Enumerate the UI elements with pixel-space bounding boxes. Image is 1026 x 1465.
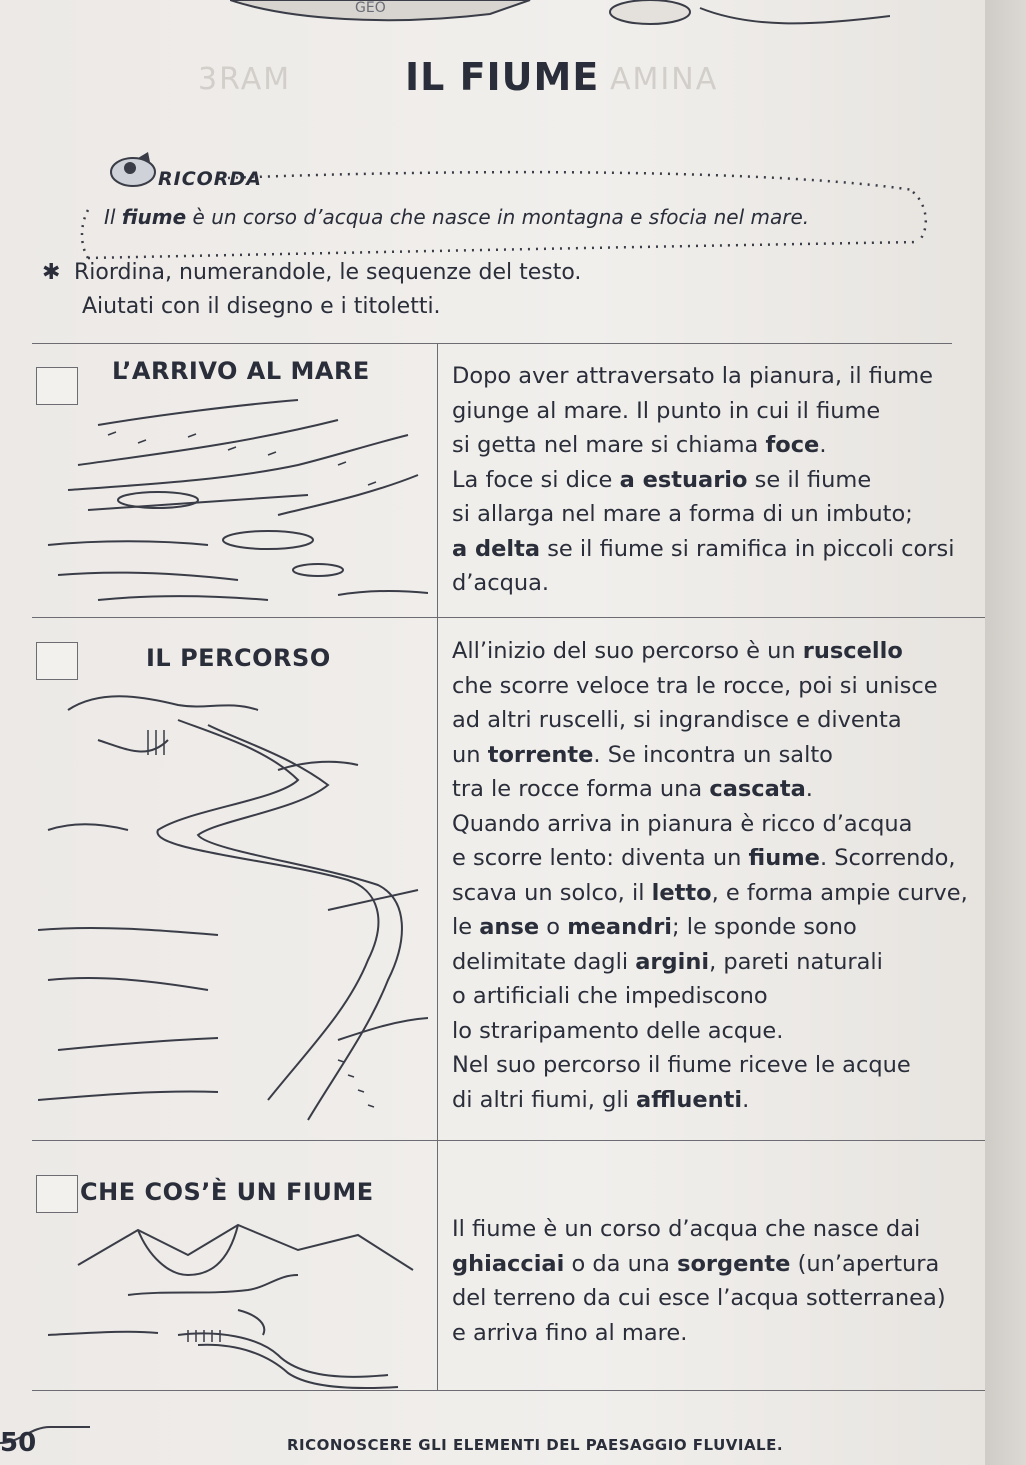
- text-line: [452, 841, 968, 876]
- text-segment: che scorre veloce tra le rocce, poi si unisce: [452, 672, 938, 699]
- header-decoration: [230, 0, 890, 36]
- keyword: ruscello: [802, 638, 903, 664]
- text-segment: (un’apertura: [790, 1250, 940, 1277]
- text-line: [452, 1316, 946, 1351]
- text-segment: , e forma ampie curve,: [711, 879, 968, 906]
- keyword: sorgente: [677, 1250, 791, 1277]
- section-2-text: [452, 634, 968, 1117]
- text-segment: giunge al mare. Il punto in cui il fiume: [452, 397, 881, 424]
- bleed-through-text-left: 3RAM: [198, 62, 292, 97]
- text-segment: Il fiume è un corso d’acqua che nasce dai: [452, 1216, 921, 1242]
- keyword: anse: [479, 914, 540, 940]
- keyword: a delta: [452, 535, 541, 562]
- text-line: [452, 979, 968, 1014]
- text-segment: se il fiume: [747, 466, 872, 493]
- text-segment: o da una: [564, 1250, 678, 1277]
- header-fragment: GEO: [355, 0, 386, 16]
- keyword: affluenti: [636, 1086, 743, 1113]
- instruction-line-2: Aiutati con il disegno e i titoletti.: [82, 294, 441, 319]
- text-segment: un: [452, 741, 488, 768]
- text-segment: si allarga nel mare a forma di un imbuto;: [452, 501, 913, 527]
- text-segment: Nel suo percorso il fiume riceve le acque: [452, 1052, 911, 1078]
- text-line: [452, 703, 968, 738]
- text-segment: ; le sponde sono: [672, 914, 857, 940]
- text-line: [452, 669, 968, 704]
- section-3-text: [452, 1212, 946, 1350]
- section-title: L’ARRIVO AL MARE: [112, 357, 370, 385]
- text-segment: si getta nel mare si chiama: [452, 432, 766, 458]
- sequence-number-box[interactable]: [36, 1175, 78, 1213]
- text-line: [452, 772, 968, 807]
- ricorda-label: RICORDA: [158, 168, 262, 190]
- text-segment: di altri fiumi, gli: [452, 1086, 637, 1113]
- keyword: foce: [765, 432, 820, 458]
- text-line: [452, 738, 968, 773]
- ricorda-text-bold: fiume: [121, 205, 187, 229]
- keyword: meandri: [567, 914, 673, 940]
- text-segment: , pareti naturali: [709, 948, 883, 975]
- keyword: ghiacciai: [452, 1250, 565, 1277]
- text-line: [452, 910, 968, 945]
- text-line: [452, 532, 954, 567]
- text-line: [452, 428, 954, 463]
- text-segment: . Scorrendo,: [819, 845, 956, 871]
- text-line: [452, 1048, 968, 1083]
- text-line: [452, 1247, 946, 1282]
- text-line: [452, 945, 968, 980]
- text-line: [452, 807, 968, 842]
- text-segment: d’acqua.: [452, 570, 550, 596]
- page-title: IL FIUME: [405, 55, 600, 99]
- exercise-star-icon: ✱: [42, 260, 61, 285]
- text-segment: .: [819, 432, 827, 458]
- text-segment: Dopo aver attraversato la pianura, il fiume: [452, 363, 933, 389]
- keyword: fiume: [748, 845, 820, 871]
- bleed-through-text-right: AMINA: [610, 62, 719, 97]
- text-segment: tra le rocce forma una: [452, 776, 710, 802]
- text-line: [452, 1083, 968, 1118]
- text-segment: o artificiali che impediscono: [452, 983, 768, 1009]
- instruction-line-1: Riordina, numerandole, le sequenze del testo.: [74, 260, 582, 285]
- section-title: CHE COS’È UN FIUME: [80, 1178, 374, 1206]
- keyword: argini: [635, 948, 710, 975]
- page-number: 50: [0, 1428, 37, 1458]
- keyword: letto: [651, 879, 712, 906]
- text-segment: scava un solco, il: [452, 879, 652, 906]
- section-divider-1: [32, 617, 987, 618]
- column-divider: [437, 343, 438, 1390]
- keyword: cascata: [709, 776, 806, 802]
- text-segment: se il fiume si ramifica in piccoli corsi: [540, 535, 955, 562]
- keyword: torrente: [487, 741, 594, 768]
- text-segment: La foce si dice: [452, 466, 620, 493]
- page-footer: RICONOSCERE GLI ELEMENTI DEL PAESAGGIO FLUVIALE.: [287, 1436, 784, 1454]
- text-line: [452, 566, 954, 601]
- text-line: [452, 497, 954, 532]
- text-segment: e arriva fino al mare.: [452, 1319, 688, 1346]
- river-delta-illustration: [38, 395, 428, 610]
- text-segment: . Se incontra un salto: [593, 741, 833, 768]
- text-segment: All’inizio del suo percorso è un: [452, 638, 803, 664]
- section-title: IL PERCORSO: [146, 644, 331, 672]
- section-divider-bottom: [32, 1390, 1022, 1391]
- text-segment: lo straripamento delle acque.: [452, 1017, 784, 1044]
- text-segment: le: [452, 914, 480, 940]
- text-segment: .: [805, 776, 813, 802]
- text-segment: e scorre lento: diventa un: [452, 845, 749, 871]
- text-line: [452, 1014, 968, 1049]
- instruction: [42, 256, 581, 324]
- ricorda-box: [78, 150, 928, 270]
- section-1-text: [452, 359, 954, 601]
- text-segment: del terreno da cui esce l’acqua sotterranea): [452, 1285, 946, 1311]
- text-line: [452, 1281, 946, 1316]
- text-line: [452, 463, 954, 498]
- binding-edge: [985, 0, 1026, 1465]
- river-source-illustration: [38, 1215, 428, 1390]
- text-line: [452, 394, 954, 429]
- section-divider-top: [32, 343, 952, 344]
- text-segment: o: [539, 914, 568, 940]
- text-line: [452, 876, 968, 911]
- text-line: [452, 1212, 946, 1247]
- keyword: a estuario: [619, 466, 748, 493]
- text-segment: Quando arriva in pianura è ricco d’acqua: [452, 810, 913, 837]
- sequence-number-box[interactable]: [36, 642, 78, 680]
- text-segment: ad altri ruscelli, si ingrandisce e diventa: [452, 707, 902, 733]
- text-segment: .: [742, 1086, 750, 1113]
- text-line: [452, 359, 954, 394]
- section-divider-2: [32, 1140, 1017, 1141]
- text-segment: delimitate dagli: [452, 948, 636, 975]
- ricorda-text-pre: Il: [104, 205, 122, 229]
- river-course-illustration: [38, 680, 428, 1130]
- text-line: [452, 634, 968, 669]
- ricorda-text: [104, 205, 809, 229]
- ricorda-text-post: è un corso d’acqua che nasce in montagna e sfocia nel mare.: [186, 205, 810, 229]
